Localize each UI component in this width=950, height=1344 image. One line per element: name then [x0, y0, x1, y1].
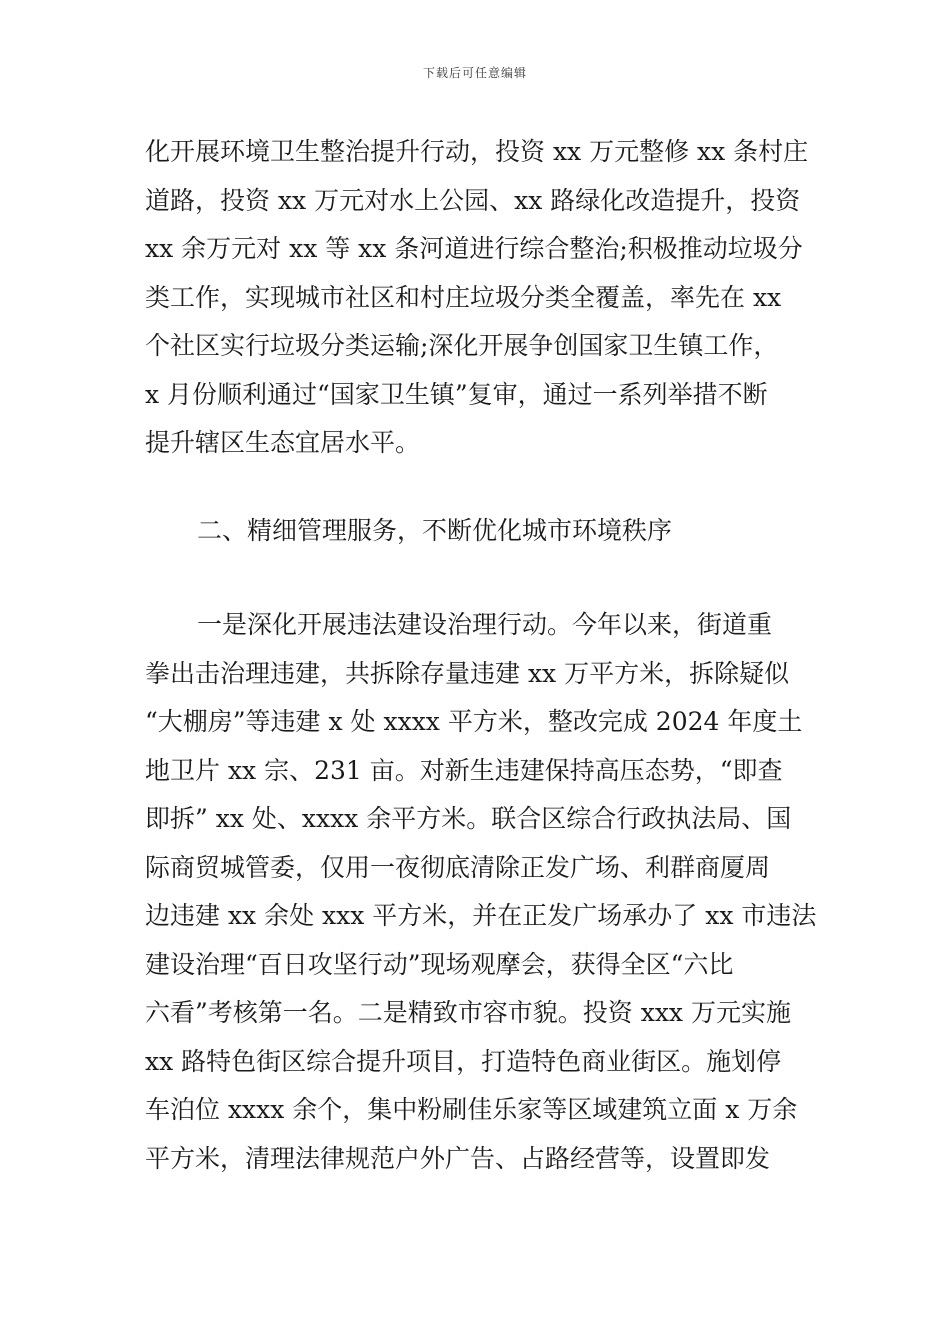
paragraph-line: xx 余万元对 xx 等 xx 条河道进行综合整治;积极推动垃圾分	[145, 234, 803, 263]
paragraph-line: 地卫片 xx 宗、231 亩。对新生违建保持高压态势，“即查	[145, 755, 783, 785]
paragraph-line: xx 路特色街区综合提升项目，打造特色商业街区。施划停	[145, 1046, 782, 1076]
paragraph-line: 六看”考核第一名。二是精致市容市貌。投资 xxx 万元实施	[145, 998, 791, 1027]
section-heading: 二、精细管理服务，不断优化城市环境秩序	[197, 515, 673, 545]
paragraph-line: 际商贸城管委，仅用一夜彻底清除正发广场、利群商厦周	[145, 852, 771, 882]
paragraph-environment	[145, 128, 810, 468]
paragraph-line: 平方米，清理法律规范户外广告、占路经营等，设置即发	[145, 1143, 771, 1173]
paragraph-line: 化开展环境卫生整治提升行动，投资 xx 万元整修 xx 条村庄	[145, 137, 809, 166]
paragraph-line: 个社区实行垃圾分类运输;深化开展争创国家卫生镇工作，	[145, 331, 779, 360]
paragraph-line: “大棚房”等违建 x 处 xxxx 平方米，整改完成 2024 年度土	[145, 707, 803, 736]
paragraph-line: 建设治理“百日攻坚行动”现场观摩会，获得全区“六比	[145, 949, 734, 979]
paragraph-line: 边违建 xx 余处 xxx 平方米，并在正发广场承办了 xx 市违法	[145, 901, 817, 930]
paragraph-line: 拳出击治理违建，共拆除存量违建 xx 万平方米，拆除疑似	[145, 658, 790, 688]
paragraph-illegal-construction	[145, 601, 817, 1183]
paragraph-line: 提升辖区生态宜居水平。	[145, 428, 421, 457]
document-body	[145, 128, 817, 1183]
paragraph-line: 一是深化开展违法建设治理行动。今年以来，街道重	[197, 610, 773, 639]
paragraph-line: 类工作，实现城市社区和村庄垃圾分类全覆盖，率先在 xx	[145, 282, 782, 312]
paragraph-line: 即拆” xx 处、xxxx 余平方米。联合区综合行政执法局、国	[145, 804, 792, 833]
paragraph-line: x 月份顺利通过“国家卫生镇”复审，通过一系列举措不断	[145, 379, 768, 409]
paragraph-line: 车泊位 xxxx 余个，集中粉刷佳乐家等区域建筑立面 x 万余	[145, 1095, 798, 1124]
page-header: 下载后可任意编辑	[422, 66, 527, 80]
paragraph-line: 道路，投资 xx 万元对水上公园、xx 路绿化改造提升，投资	[145, 185, 801, 215]
